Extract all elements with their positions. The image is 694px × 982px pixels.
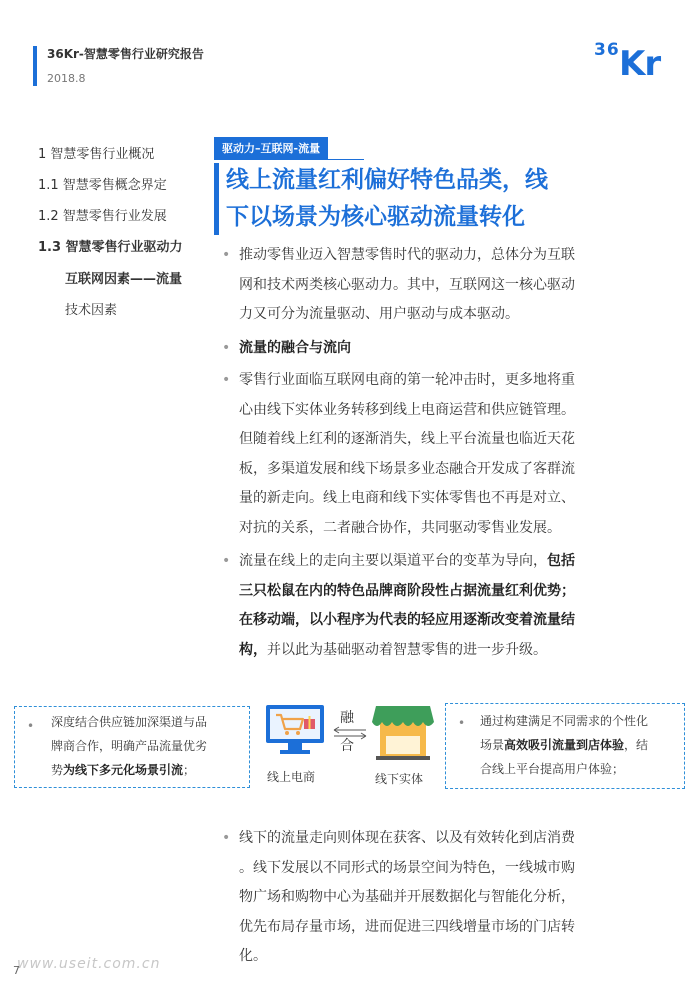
bullet-icon: • [222,830,231,846]
logo-kr: Kr [619,44,661,84]
monitor-cart-icon [264,703,326,757]
right-note-box [445,703,685,789]
box-line: 通过构建满足不同需求的个性化 [480,714,649,728]
bullet-icon: • [222,340,231,356]
section-title-line1: 线上流量红利偏好特色品类，线 [226,167,548,193]
box-text: ； [183,763,196,777]
offline-store-label: 线下实体 [375,772,424,786]
merge-char-2: 合 [340,738,354,754]
paragraph-bold-text: 三只松鼠在内的特色品牌商阶段性占据流量红利优势； [239,582,575,599]
bullet-icon: • [222,553,231,569]
paragraph-online-traffic [222,547,642,665]
toc-item-1-1[interactable]: 1.1 智慧零售概念界定 [38,178,167,193]
paragraph-line: 板，多渠道发展和线下场景多业态融合开发成了客群流 [239,460,575,477]
report-date: 2018.8 [47,72,86,85]
box-text: 势 [51,763,64,777]
report-title: 36Kr-智慧零售行业研究报告 [47,47,204,61]
paragraph-line: 化。 [239,948,267,965]
section-title [226,162,646,236]
paragraph-line: 优先布局存量市场，进而促进三四线增量市场的门店转 [239,918,575,935]
box-line: 合线上平台提高用户体验； [480,762,625,776]
box-bold-text: 为线下多元化场景引流 [63,763,184,777]
bullet-icon: • [27,719,35,733]
paragraph-bold-text: 包括 [547,553,575,569]
storefront-icon [372,700,434,762]
watermark: www.useit.com.cn [17,956,161,972]
bullet-icon: • [458,716,466,730]
toc-item-technology[interactable]: 技术因素 [65,303,118,318]
merge-char-1: 融 [340,710,354,726]
section-tag-underline [214,159,364,160]
paragraph-line: 但随着线上红利的逐渐消失，线上平台流量也临近天花 [239,431,575,448]
box-line: 深度结合供应链加深渠道与品 [51,715,208,729]
page-number: 7 [13,964,20,977]
box-bold-text: 高效吸引流量到店体验 [504,738,625,752]
logo-36: 36 [594,40,620,60]
toc-item-1-2[interactable]: 1.2 智慧零售行业发展 [38,209,167,224]
box-text: 场景 [480,738,505,752]
paragraph-line: 物广场和购物中心为基础并开展数据化与智能化分析， [239,889,575,906]
toc-item-internet-traffic[interactable]: 互联网因素——流量 [65,272,183,287]
paragraph-line: 量的新走向。线上电商和线下实体零售也不再是对立、 [239,490,575,507]
paragraph-drivers [222,241,642,330]
paragraph-offline-traffic [222,824,642,972]
paragraph-text: 并以此为基础驱动着智慧零售的进一步升级。 [267,641,547,658]
paragraph-line: 对抗的关系，二者融合协作，共同驱动零售业发展。 [239,519,561,536]
section-title-line2: 下以场景为核心驱动流量转化 [226,204,525,230]
online-ecommerce-label: 线上电商 [267,770,316,784]
box-text: ，结 [624,738,649,752]
subheading-traffic [222,334,642,364]
toc-item-1-3[interactable]: 1.3 智慧零售行业驱动力 [38,240,183,255]
bullet-icon: • [222,372,231,388]
title-accent-bar [214,163,219,235]
paragraph-bold-text: 构， [239,641,267,658]
paragraph-line: 线下的流量走向则体现在获客、以及有效转化到店消费 [239,830,575,846]
subheading-text: 流量的融合与流向 [239,340,351,356]
paragraph-line: 推动零售业迈入智慧零售时代的驱动力，总体分为互联 [239,247,575,263]
box-line: 牌商合作，明确产品流量优劣 [51,739,208,753]
section-tag: 驱动力–互联网-流量 [214,137,328,160]
bullet-icon: • [222,247,231,263]
paragraph-line: 力又可分为流量驱动、用户驱动与成本驱动。 [239,306,519,323]
paragraph-line: 。线下发展以不同形式的场景空间为特色，一线城市购 [239,859,575,876]
36kr-logo [594,38,672,82]
paragraph-line: 心由线下实体业务转移到线上电商运营和供应链管理。 [239,401,575,418]
paragraph-line: 网和技术两类核心驱动力。其中，互联网这一核心驱动 [239,276,575,293]
left-note-box [14,706,250,788]
toc-item-1[interactable]: 1 智慧零售行业概况 [38,147,155,162]
paragraph-line: 零售行业面临互联网电商的第一轮冲击时，更多地将重 [239,372,575,388]
paragraph-text: 流量在线上的走向主要以渠道平台的变革为导向， [239,553,547,569]
header-accent-bar [33,46,37,86]
paragraph-bold-text: 在移动端，以小程序为代表的轻应用逐渐改变着流量结 [239,612,575,629]
paragraph-retail-shift [222,366,642,544]
